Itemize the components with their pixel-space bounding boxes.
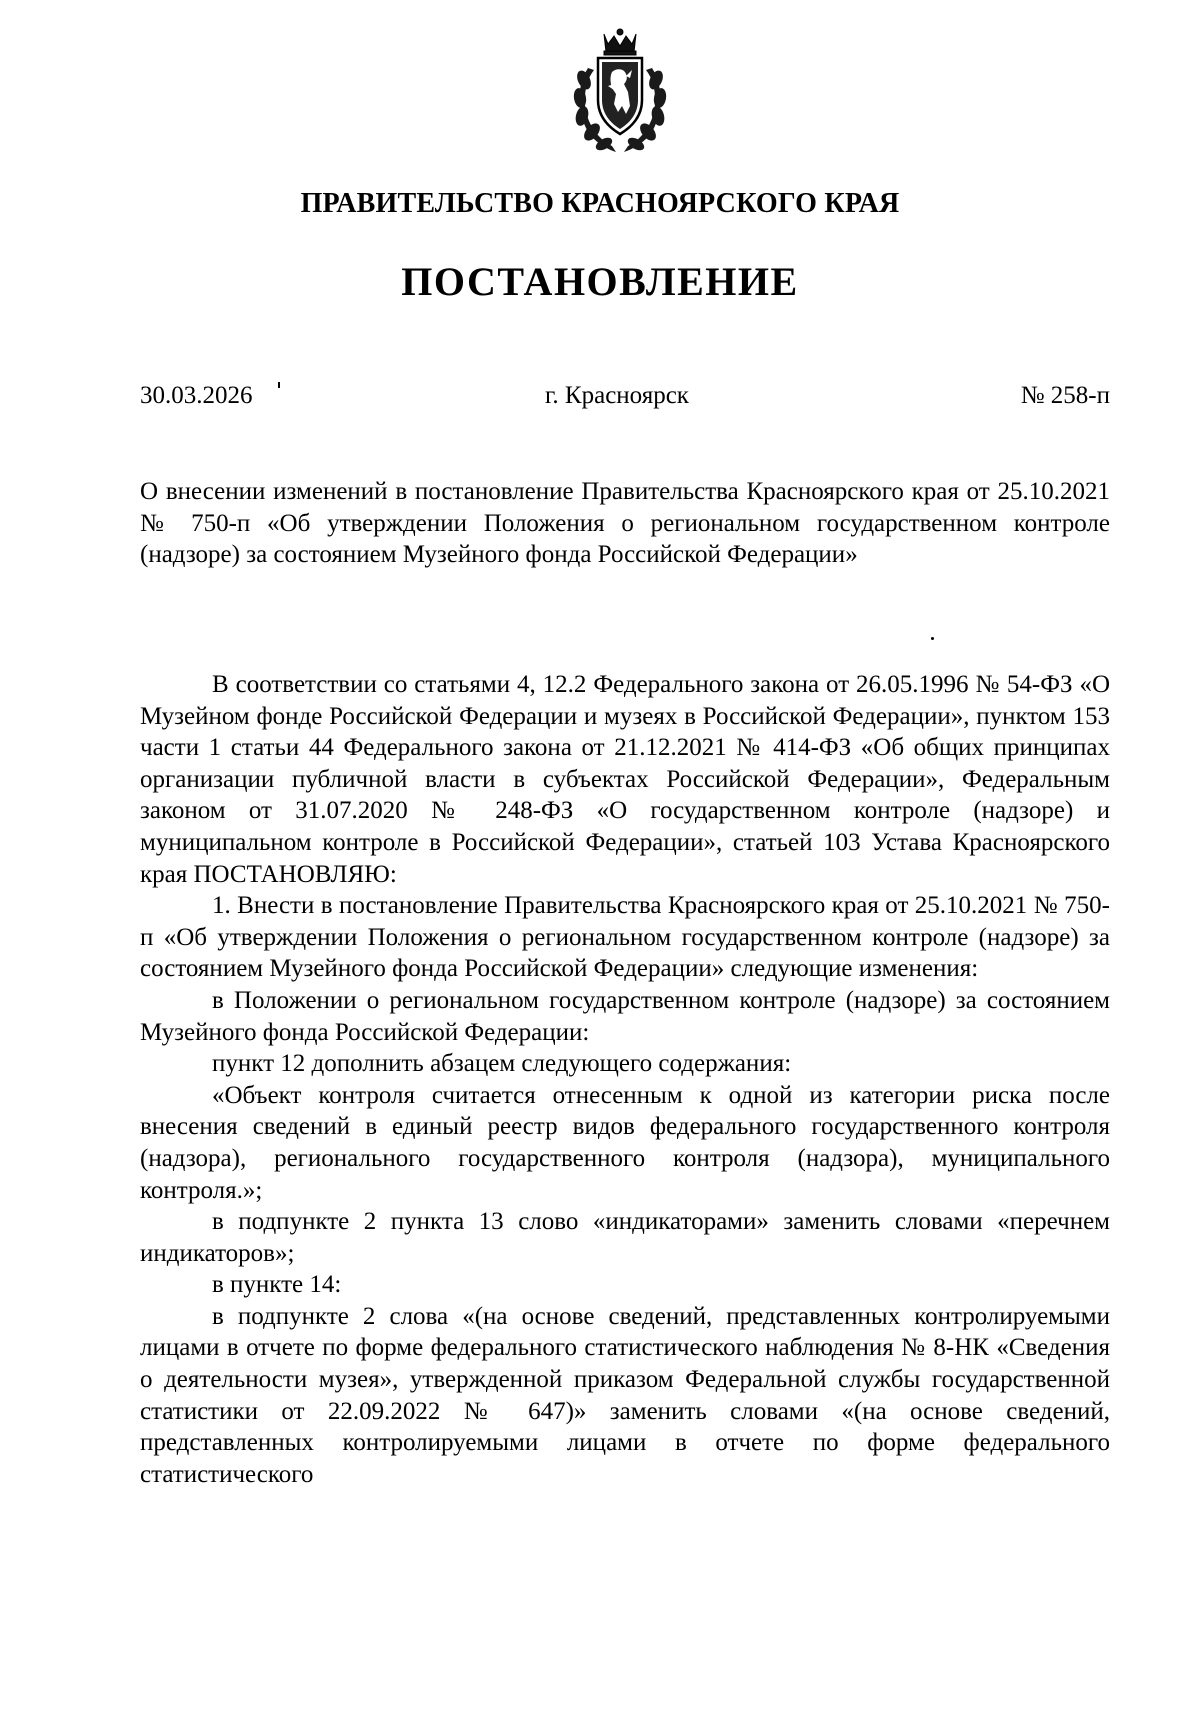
body-paragraph: в Положении о региональном государственном контроле (надзоре) за состоянием Музейного фонда Российской Федерации: — [140, 986, 1110, 1046]
subject-text: О внесении изменений в постановление Правительства Красноярского края от 25.10.2021 № 750-п «Об утверждении Положения о региональном государственном контроле (надзоре) за состоянием Музейного фонда Российской Федерации» — [140, 478, 1110, 569]
body-paragraph: в подпункте 2 пункта 13 слово «индикаторами» заменить словами «перечнем индикаторов»; — [140, 1208, 1110, 1267]
org-title: ПРАВИТЕЛЬСТВО КРАСНОЯРСКОГО КРАЯ — [300, 188, 900, 219]
document-city: г. Красноярск — [545, 382, 689, 409]
body-paragraph: в пункте 14: — [212, 1271, 342, 1299]
body-paragraph: «Объект контроля считается отнесенным к одной из категории риска после внесения сведений в единый реестр видов федерального государственного контроля (надзора), регионального государственного контроля (надзора), муниципального контроля.»; — [140, 1081, 1110, 1204]
document-subject — [140, 476, 1110, 571]
body-paragraph: пункт 12 дополнить абзацем следующего содержания: — [212, 1050, 792, 1078]
body-paragraph: 1. Внести в постановление Правительства Красноярского края от 25.10.2021 № 750-п «Об утверждении Положения о региональном государственном контроле (надзоре) за состоянием Музейного фонда Российской Федерации» следующие изменения: — [140, 892, 1110, 983]
document-body — [140, 669, 1110, 1490]
body-paragraph: в подпункте 2 слова «(на основе сведений, представленных контролируемыми лицами в отчете по форме федерального статистического наблюдения № 8-НК «Сведения о деятельности музея», утвержденной приказом Федеральной службы государственной статистики от 22.09.2022 № 647)» заменить словами «(на основе сведений, представленных контролируемыми лицами в отчете по форме федерального статистического — [140, 1302, 1110, 1488]
document-meta-row — [140, 382, 1110, 416]
document-number: № 258-п — [1020, 382, 1110, 409]
scan-speck — [278, 382, 280, 388]
body-paragraph: В соответствии со статьями 4, 12.2 Федерального закона от 26.05.1996 № 54-ФЗ «О Музейном фонде Российской Федерации и музеях в Российской Федерации», пунктом 153 части 1 статьи 44 Федерального закона от 21.12.2021 № 414-ФЗ «Об общих принципах организации публичной власти в субъектах Российской Федерации», Федеральным законом от 31.07.2020 № 248-ФЗ «О государственном контроле (надзоре) и муниципальном контроле в Российской Федерации», статьей 103 Устава Красноярского края ПОСТАНОВЛЯЮ: — [140, 671, 1110, 888]
document-type-title: ПОСТАНОВЛЕНИЕ — [401, 259, 799, 304]
coat-of-arms-icon — [568, 28, 672, 156]
document-date: 30.03.2026 — [140, 382, 253, 409]
scan-speck — [931, 637, 934, 640]
